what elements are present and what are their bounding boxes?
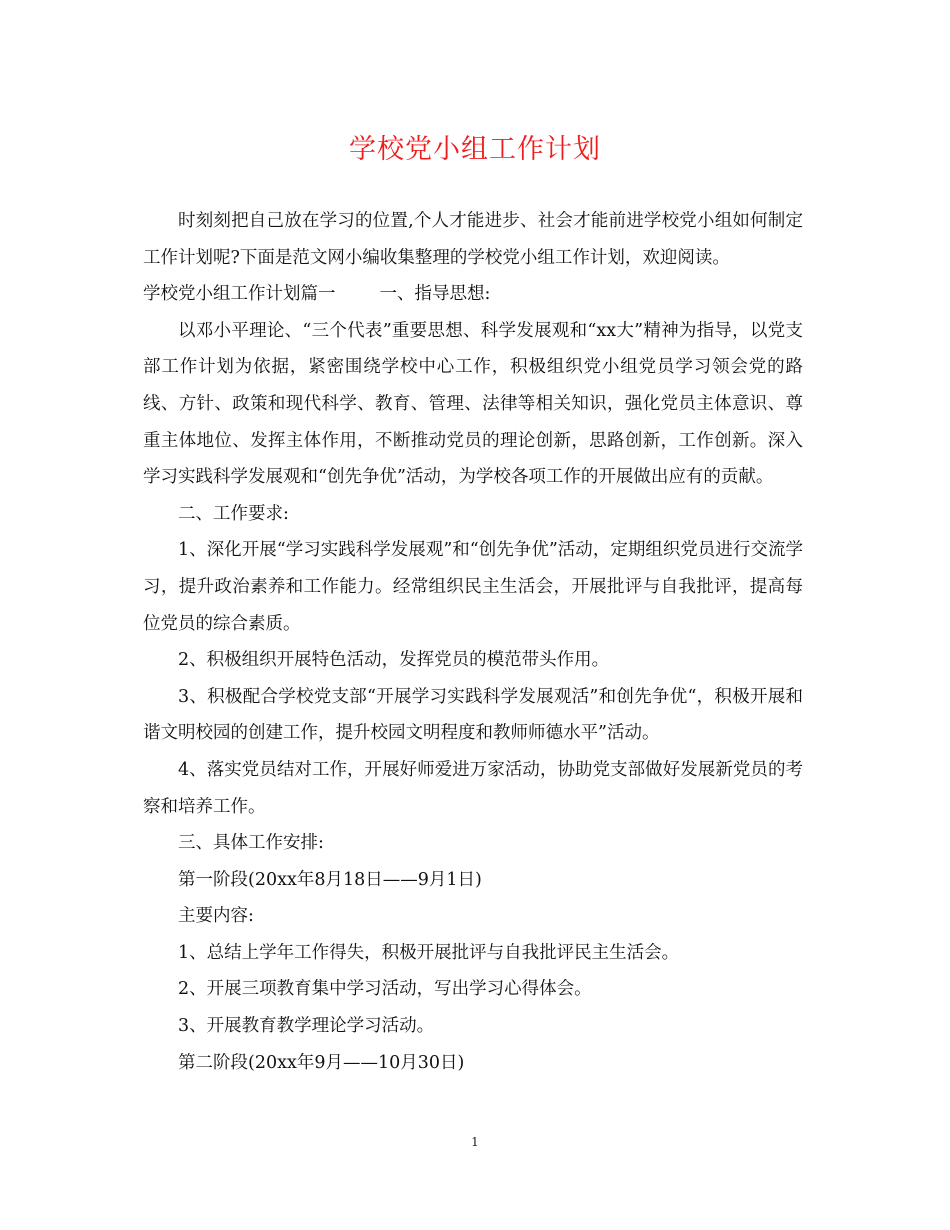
section-header-heading: 一、指导思想: — [379, 284, 491, 305]
stage-1-label: 第一阶段(20xx年8月18日——9月1日) — [178, 869, 482, 890]
stage-1-item-1: 1、总结上学年工作得失，积极开展批评与自我批评民主生活会。 — [178, 942, 680, 963]
stage-1-item-3: 3、开展教育教学理论学习活动。 — [178, 1016, 435, 1037]
document-body — [143, 203, 803, 1081]
requirement-item-2: 2、积极组织开展特色活动，发挥党员的模范带头作用。 — [178, 650, 610, 671]
stage-1-content-heading: 主要内容: — [178, 906, 254, 927]
arrangement-heading: 三、具体工作安排: — [178, 833, 324, 854]
requirement-item-3: 3、积极配合学校党支部“开展学习实践科学发展观活”和创先争优“，积极开展和谐文明校园的创建工作，提升校园文明程度和教师师德水平”活动。 — [143, 686, 803, 744]
requirements-heading: 二、工作要求: — [178, 503, 289, 524]
stage-2-label: 第二阶段(20xx年9月——10月30日) — [178, 1052, 465, 1073]
stage-1-item-2: 2、开展三项教育集中学习活动，写出学习心得体会。 — [178, 979, 592, 1000]
section-header-title: 学校党小组工作计划篇一 — [143, 284, 336, 305]
page-number: 1 — [471, 1135, 479, 1149]
requirement-item-1: 1、深化开展“学习实践科学发展观”和“创先争优”活动，定期组织党员进行交流学习，提升政治素养和工作能力。经常组织民主生活会，开展批评与自我批评，提高每位党员的综合素质。 — [143, 540, 803, 634]
guiding-thought-paragraph: 以邓小平理论、“三个代表”重要思想、科学发展观和“xx大”精神为指导，以党支部工作计划为依据，紧密围绕学校中心工作，积极组织党小组党员学习领会党的路线、方针、政策和现代科学、教育、管理、法律等相关知识，强化党员主体意识、尊重主体地位、发挥主体作用，不断推动党员的理论创新，思路创新，工作创新。深入学习实践科学发展观和“创先争优”活动，为学校各项工作的开展做出应有的贡献。 — [143, 320, 803, 488]
section-header — [143, 276, 803, 313]
intro-paragraph: 时刻刻把自己放在学习的位置,个人才能进步、社会才能前进学校党小组如何制定工作计划呢?下面是范文网小编收集整理的学校党小组工作计划，欢迎阅读。 — [143, 211, 803, 268]
document-title: 学校党小组工作计划 — [349, 134, 601, 165]
requirement-item-4: 4、落实党员结对工作，开展好师爱进万家活动，协助党支部做好发展新党员的考察和培养工作。 — [143, 759, 803, 817]
